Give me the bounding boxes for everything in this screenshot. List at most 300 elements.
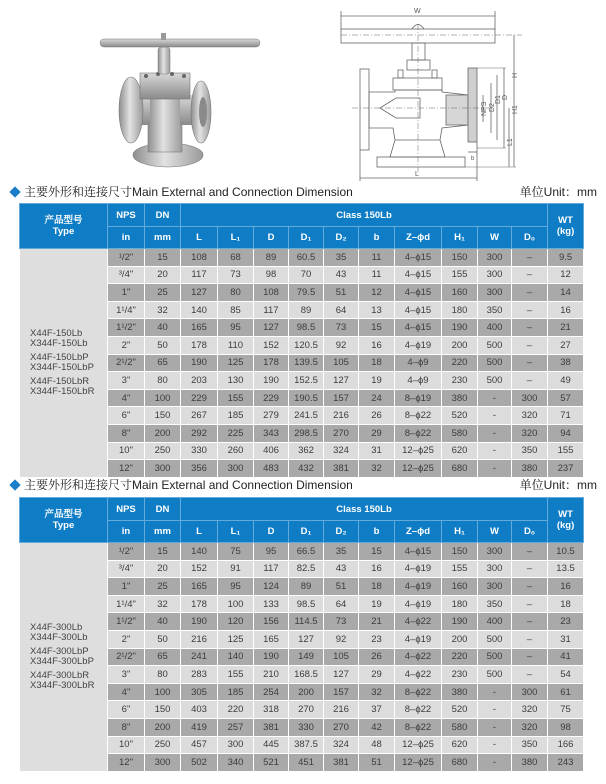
cell-h1: 220 [442,648,478,666]
header-type-en: Type [52,520,75,531]
header-type [20,498,108,543]
cell-l1: 91 [218,560,254,578]
cell-dn: 50 [145,336,181,354]
bolt [170,72,174,76]
cell-d1: 330 [289,718,324,736]
cell-h1: 680 [442,754,478,772]
cell-l1: 257 [218,718,254,736]
cell-nps: 4" [108,683,145,701]
cell-l: 203 [181,372,218,390]
cell-d0: 380 [512,460,548,478]
cell-l1: 260 [218,442,254,460]
cell-l: 152 [181,560,218,578]
cell-d0: – [512,266,548,284]
handle-bar [100,39,260,47]
cell-dn: 100 [145,683,181,701]
cell-w: - [478,424,512,442]
unit-label: 单位Unit：mm [519,478,597,492]
cell-d0: 380 [512,754,548,772]
cell-z-d: 4–ϕ22 [395,613,442,631]
section-title-bar [0,184,606,200]
cell-l1: 125 [218,630,254,648]
cell-w: - [478,701,512,719]
cell-z-d: 4–ϕ15 [395,266,442,284]
header-col-d2: D₂ [324,521,359,543]
cell-w: 500 [478,336,512,354]
cell-b: 29 [359,424,395,442]
cell-l1: 110 [218,336,254,354]
cell-b: 18 [359,578,395,596]
section-title: 主要外形和连接尺寸Main External and Connection Dimension [24,185,353,199]
cell-z-d: 4–ϕ19 [395,630,442,648]
cell-l1: 73 [218,266,254,284]
cell-nps: 1¹/4" [108,301,145,319]
cell-l1: 155 [218,666,254,684]
cell-nps: 1¹/2" [108,613,145,631]
cell-nps: 1" [108,578,145,596]
cell-l1: 300 [218,460,254,478]
cell-d2: 92 [324,336,359,354]
drawing-left-flange [360,69,369,150]
header-dn: DN [145,498,181,521]
cell-wt: 27 [548,336,584,354]
cell-h1: 680 [442,460,478,478]
cell-dn: 200 [145,424,181,442]
header-col-d: D [254,227,289,249]
cell-d0: – [512,543,548,561]
header-wt [548,204,584,249]
cell-w: 500 [478,648,512,666]
header-type [20,204,108,249]
cell-d0: – [512,648,548,666]
cell-h1: 200 [442,336,478,354]
cell-d2: 270 [324,718,359,736]
cell-w: 300 [478,284,512,302]
cell-w: - [478,736,512,754]
cell-l: 165 [181,578,218,596]
cell-l: 267 [181,407,218,425]
cell-wt: 49 [548,372,584,390]
cell-l1: 140 [218,648,254,666]
cell-d: 89 [254,249,289,267]
cell-d2: 381 [324,460,359,478]
cell-d1: 241.5 [289,407,324,425]
cell-d1: 200 [289,683,324,701]
type-name: X344F-300Lb [30,631,88,643]
dimension-table-2 [19,497,584,772]
header-col-w: W [478,227,512,249]
cell-z-d: 8–ϕ22 [395,683,442,701]
cell-l: 108 [181,249,218,267]
header-col-d1: D₁ [289,227,324,249]
cell-dn: 15 [145,543,181,561]
cell-l1: 85 [218,301,254,319]
cell-b: 16 [359,560,395,578]
cell-d1: 70 [289,266,324,284]
type-name: X44F-300Lb [30,621,83,633]
drawing-label-l: L [415,171,419,178]
cell-d0: – [512,319,548,337]
cell-w: 500 [478,666,512,684]
cell-nps: 2¹/2" [108,354,145,372]
cell-d: 483 [254,460,289,478]
cell-h1: 580 [442,718,478,736]
bolt [182,74,186,78]
cell-wt: 38 [548,354,584,372]
header-type-cn: 产品型号 [44,215,83,226]
cell-wt: 41 [548,648,584,666]
cell-d2: 64 [324,595,359,613]
cell-b: 19 [359,595,395,613]
cell-h1: 520 [442,701,478,719]
header-col-w: W [478,521,512,543]
cell-z-d: 8–ϕ22 [395,701,442,719]
cell-wt: 243 [548,754,584,772]
cell-w: - [478,718,512,736]
cell-d2: 73 [324,319,359,337]
cell-dn: 40 [145,613,181,631]
cell-w: 400 [478,319,512,337]
cell-z-d: 4–ϕ15 [395,319,442,337]
cell-dn: 200 [145,718,181,736]
cell-l: 165 [181,319,218,337]
cell-d0: – [512,560,548,578]
cell-z-d: 4–ϕ19 [395,595,442,613]
cell-dn: 150 [145,407,181,425]
cell-d1: 139.5 [289,354,324,372]
header-col-d0: D₀ [512,521,548,543]
cell-nps: 10" [108,442,145,460]
cell-d: 318 [254,701,289,719]
header-col-l1: L₁ [218,521,254,543]
cell-z-d: 4–ϕ15 [395,301,442,319]
cell-d1: 168.5 [289,666,324,684]
cell-w: 300 [478,543,512,561]
cell-b: 26 [359,648,395,666]
cell-d1: 60.5 [289,249,324,267]
cell-d0: – [512,249,548,267]
cell-w: 300 [478,578,512,596]
cell-d: 156 [254,613,289,631]
cell-d2: 324 [324,736,359,754]
cell-h1: 620 [442,442,478,460]
cell-dn: 80 [145,372,181,390]
cell-z-d: 8–ϕ22 [395,407,442,425]
header-col-l: L [181,227,218,249]
cell-d1: 114.5 [289,613,324,631]
table-body [20,543,584,772]
cell-h1: 380 [442,389,478,407]
cell-b: 16 [359,336,395,354]
type-name: X44F-300LbR [30,669,90,681]
cell-d: 98 [254,266,289,284]
type-name: X344F-300LbP [30,655,94,667]
cell-nps: ³/4" [108,560,145,578]
cell-d2: 73 [324,613,359,631]
cell-h1: 190 [442,319,478,337]
cell-dn: 65 [145,648,181,666]
cell-z-d: 4–ϕ15 [395,284,442,302]
header-col-b: b [359,521,395,543]
cell-b: 15 [359,543,395,561]
cell-d2: 43 [324,266,359,284]
cell-h1: 580 [442,424,478,442]
header-col-d0: D₀ [512,227,548,249]
cell-nps: 1¹/4" [108,595,145,613]
cell-w: 500 [478,372,512,390]
type-name: X344F-150LbR [30,385,95,397]
cell-z-d: 12–ϕ25 [395,442,442,460]
cell-w: - [478,683,512,701]
cell-h1: 155 [442,560,478,578]
cell-l: 457 [181,736,218,754]
cell-z-d: 4–ϕ22 [395,648,442,666]
cell-w: - [478,407,512,425]
cell-b: 29 [359,666,395,684]
cell-b: 48 [359,736,395,754]
cell-z-d: 4–ϕ22 [395,666,442,684]
cell-dn: 80 [145,666,181,684]
cell-h1: 620 [442,736,478,754]
cell-d: 108 [254,284,289,302]
cell-wt: 13.5 [548,560,584,578]
cell-d: 279 [254,407,289,425]
section-title: 主要外形和连接尺寸Main External and Connection Dimension [24,478,353,492]
cell-b: 23 [359,630,395,648]
cell-d: 127 [254,319,289,337]
header-nps-unit: in [108,521,145,543]
cell-b: 37 [359,701,395,719]
cell-d0: 320 [512,424,548,442]
cell-d0: 320 [512,701,548,719]
header-class: Class 150Lb [181,498,548,521]
type-group [30,623,107,643]
cell-d0: – [512,630,548,648]
cell-wt: 54 [548,666,584,684]
type-group [30,377,107,397]
cell-dn: 20 [145,560,181,578]
cell-b: 11 [359,266,395,284]
header-wt-unit: (kg) [556,520,575,531]
cell-w: - [478,754,512,772]
cell-w: 300 [478,249,512,267]
cell-b: 11 [359,249,395,267]
cell-d: 210 [254,666,289,684]
cell-l: 140 [181,543,218,561]
cell-d0: – [512,354,548,372]
drawing-right-flange [468,68,477,142]
drawing-label-d1: D1 [495,95,502,104]
cell-d2: 324 [324,442,359,460]
cell-l: 190 [181,354,218,372]
cell-dn: 150 [145,701,181,719]
type-group [30,353,107,373]
cell-d: 445 [254,736,289,754]
cell-d: 117 [254,560,289,578]
cell-l: 127 [181,284,218,302]
cell-dn: 65 [145,354,181,372]
cell-dn: 40 [145,319,181,337]
cell-d1: 120.5 [289,336,324,354]
cell-d2: 157 [324,683,359,701]
cell-d: 95 [254,543,289,561]
cell-d1: 362 [289,442,324,460]
cell-h1: 180 [442,595,478,613]
cell-d: 229 [254,389,289,407]
cell-z-d: 8–ϕ22 [395,718,442,736]
cell-nps: ¹/2" [108,249,145,267]
cell-d1: 152.5 [289,372,324,390]
header-wt-unit: (kg) [556,226,575,237]
valve-body [148,96,182,152]
cell-d2: 127 [324,372,359,390]
cell-d0: – [512,578,548,596]
unit-label: 单位Unit：mm [519,185,597,199]
cell-d2: 216 [324,701,359,719]
type-name: X344F-150LbP [30,361,94,373]
cell-l: 502 [181,754,218,772]
header-col-h1: H₁ [442,227,478,249]
cell-d1: 190.5 [289,389,324,407]
cell-wt: 237 [548,460,584,478]
cell-l: 283 [181,666,218,684]
cell-nps: 10" [108,736,145,754]
cell-l1: 225 [218,424,254,442]
cell-d: 124 [254,578,289,596]
cell-l1: 130 [218,372,254,390]
type-cell [20,249,108,478]
cell-l: 216 [181,630,218,648]
cell-d1: 432 [289,460,324,478]
cell-nps: 6" [108,407,145,425]
cell-z-d: 12–ϕ25 [395,754,442,772]
type-name: X44F-300LbP [30,645,89,657]
cell-d0: – [512,595,548,613]
cell-d0: 300 [512,683,548,701]
cell-h1: 190 [442,613,478,631]
cell-b: 26 [359,407,395,425]
cell-wt: 16 [548,301,584,319]
cell-d0: – [512,284,548,302]
cell-h1: 520 [442,407,478,425]
cell-d2: 35 [324,543,359,561]
cell-l: 190 [181,613,218,631]
cell-l: 305 [181,683,218,701]
type-group [30,671,107,691]
cell-z-d: 4–ϕ19 [395,560,442,578]
cell-d0: 350 [512,442,548,460]
table-row [20,543,584,561]
cell-d2: 381 [324,754,359,772]
cell-b: 15 [359,319,395,337]
bolt [144,74,148,78]
cell-l: 178 [181,336,218,354]
table-body [20,249,584,478]
cell-dn: 300 [145,754,181,772]
cell-wt: 61 [548,683,584,701]
header-dn: DN [145,204,181,227]
cell-d: 165 [254,630,289,648]
drawing-label-d: D [502,94,509,100]
cell-b: 42 [359,718,395,736]
cell-d2: 51 [324,578,359,596]
drawing-stem [412,43,425,60]
cell-wt: 31 [548,630,584,648]
header-type-cn: 产品型号 [44,509,83,520]
cell-z-d: 4–ϕ9 [395,372,442,390]
cell-b: 32 [359,460,395,478]
cell-z-d: 4–ϕ19 [395,336,442,354]
cell-l: 117 [181,266,218,284]
cell-h1: 230 [442,372,478,390]
header-nps: NPS [108,204,145,227]
cell-wt: 94 [548,424,584,442]
drawing-label-l1: L1 [507,138,514,146]
cell-l: 356 [181,460,218,478]
cell-d0: 320 [512,407,548,425]
cell-nps: 3" [108,666,145,684]
cell-d2: 127 [324,666,359,684]
cell-d: 254 [254,683,289,701]
cell-d1: 98.5 [289,319,324,337]
cell-l1: 185 [218,407,254,425]
cell-dn: 250 [145,442,181,460]
cell-wt: 23 [548,613,584,631]
drawing-label-nps: NPS [481,101,488,116]
dimension-table-1 [19,203,584,478]
cell-w: 350 [478,301,512,319]
cell-d1: 387.5 [289,736,324,754]
header-dn-unit: mm [145,521,181,543]
cell-l1: 340 [218,754,254,772]
cell-l1: 95 [218,578,254,596]
type-group [30,329,107,349]
cell-dn: 25 [145,578,181,596]
header-col-d: D [254,521,289,543]
cell-z-d: 12–ϕ25 [395,736,442,754]
header-col-z-d: Z–ϕd [395,521,442,543]
cell-nps: 1¹/2" [108,319,145,337]
drawing-label-w: W [414,8,421,15]
cell-d: 343 [254,424,289,442]
cell-nps: 12" [108,754,145,772]
type-name: X44F-150Lb [30,327,83,339]
cell-d1: 298.5 [289,424,324,442]
drawing-label-b: b [471,156,475,162]
cell-l: 403 [181,701,218,719]
cell-d2: 51 [324,284,359,302]
cell-d0: – [512,613,548,631]
cell-d2: 35 [324,249,359,267]
header-class: Class 150Lb [181,204,548,227]
cell-z-d: 8–ϕ19 [395,389,442,407]
cell-z-d: 12–ϕ25 [395,460,442,478]
cell-dn: 250 [145,736,181,754]
cell-h1: 180 [442,301,478,319]
cell-d0: – [512,336,548,354]
cell-wt: 9.5 [548,249,584,267]
table-row [20,249,584,267]
type-cell [20,543,108,772]
cell-h1: 150 [442,543,478,561]
cell-wt: 21 [548,319,584,337]
type-name: X344F-150Lb [30,337,88,349]
cell-d0: 350 [512,736,548,754]
cell-wt: 16 [548,578,584,596]
cell-d1: 89 [289,578,324,596]
cell-dn: 50 [145,630,181,648]
cell-d: 381 [254,718,289,736]
